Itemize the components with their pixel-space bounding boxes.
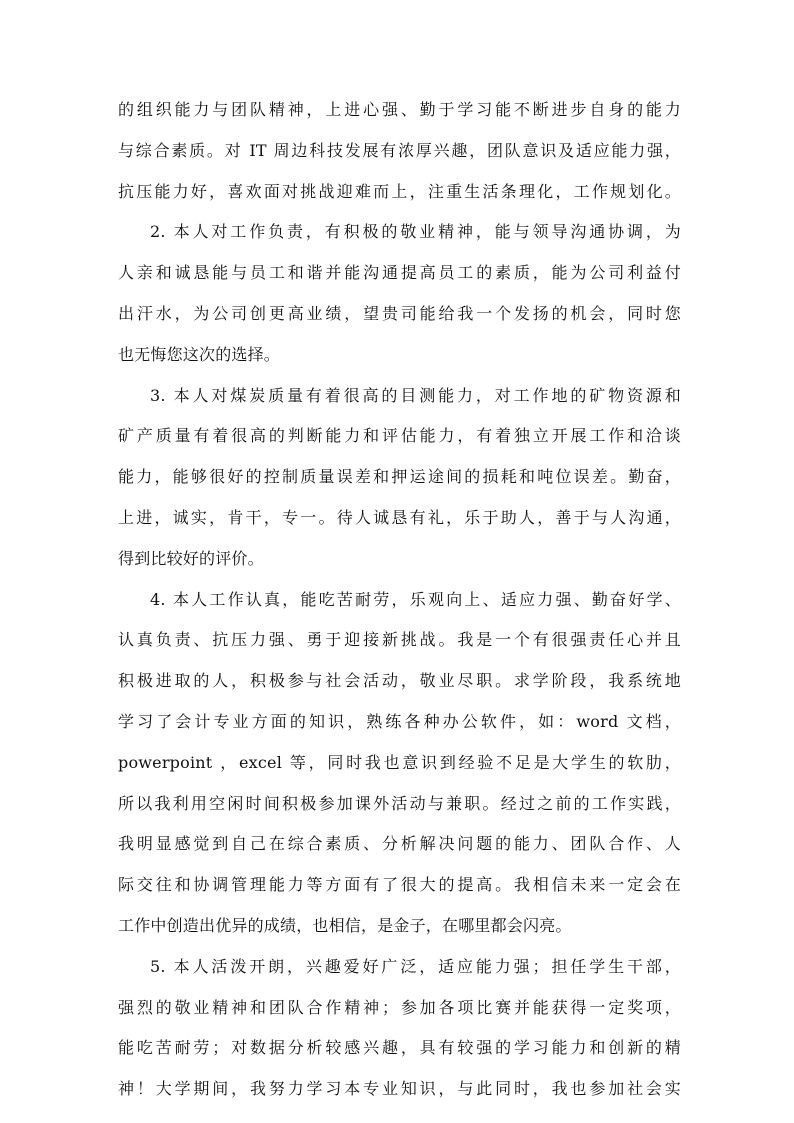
paragraph-3-first-line: 3. 本人对煤炭质量有着很高的目测能力，对工作地的矿物资源和 [150,385,681,405]
text-line: 与综合素质。对 IT 周边科技发展有浓厚兴趣，团队意识及适应能力强， [118,140,681,160]
text-line: 的组织能力与团队精神，上进心强、勤于学习能不断进步自身的能力 [118,100,681,119]
text-line: 积极进取的人，积极参与社会活动，敬业尽职。求学阶段，我系统地 [118,671,681,691]
text-line: 神！大学期间，我努力学习本专业知识，与此同时，我也参加社会实 [118,1079,681,1099]
text-line: 认真负责、抗压力强、勇于迎接新挑战。我是一个有很强责任心并且 [118,630,681,650]
text-line: 所以我利用空闲时间积极参加课外活动与兼职。经过之前的工作实践， [118,793,681,813]
text-line: 上进，诚实，肯干，专一。待人诚恳有礼，乐于助人，善于与人沟通， [118,507,681,527]
text-line: 抗压能力好，喜欢面对挑战迎难而上，注重生活条理化，工作规划化。 [118,181,681,201]
text-line: 际交往和协调管理能力等方面有了很大的提高。我相信未来一定会在 [118,875,681,895]
text-line: 我明显感觉到自己在综合素质、分析解决问题的能力、团队合作、人 [118,834,681,854]
document-page [118,90,681,1110]
text-line: 出汗水，为公司创更高业绩，望贵司能给我一个发扬的机会，同时您 [118,303,681,323]
text-line: 强烈的敬业精神和团队合作精神；参加各项比赛并能获得一定奖项， [118,997,681,1017]
text-line: 能吃苦耐劳；对数据分析较感兴趣，具有较强的学习能力和创新的精 [118,1038,681,1058]
text-line: 得到比较好的评价。 [118,548,264,568]
paragraph-5-first-line: 5. 本人活泼开朗，兴趣爱好广泛，适应能力强；担任学生干部， [150,956,681,976]
paragraph-2-first-line: 2. 本人对工作负责，有积极的敬业精神，能与领导沟通协调，为 [150,222,681,242]
text-line: 学习了会计专业方面的知识，熟练各种办公软件，如：word 文档， [118,711,681,731]
text-line: 工作中创造出优异的成绩，也相信，是金子，在哪里都会闪亮。 [118,915,572,935]
text-line: 也无悔您这次的选择。 [118,344,281,364]
text-line: 人亲和诚恳能与员工和谐并能沟通提高员工的素质，能为公司利益付 [118,263,681,283]
text-line: 能力，能够很好的控制质量误差和押运途间的损耗和吨位误差。勤奋， [118,467,681,487]
text-line: 矿产质量有着很高的判断能力和评估能力，有着独立开展工作和洽谈 [118,426,681,446]
text-line: powerpoint ，excel 等，同时我也意识到经验不足是大学生的软肋， [118,752,681,772]
paragraph-4-first-line: 4. 本人工作认真，能吃苦耐劳，乐观向上、适应力强、勤奋好学、 [150,589,681,609]
